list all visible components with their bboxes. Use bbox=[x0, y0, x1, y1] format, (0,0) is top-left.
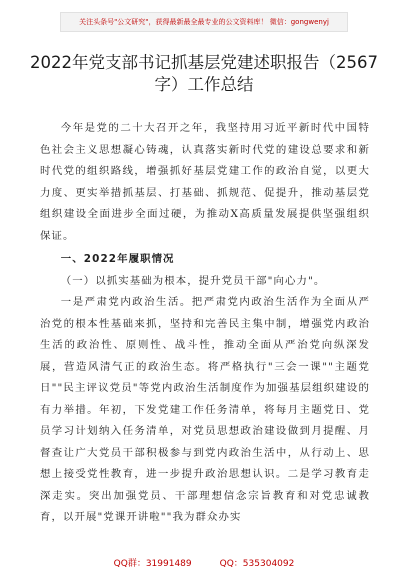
qq-contact-label: QQ：535304092 bbox=[219, 559, 295, 569]
qq-group-label: QQ群：31991489 bbox=[113, 559, 192, 569]
sub-heading: （一）以抓实基础为根本，提升党员干部"向心力"。 bbox=[60, 274, 326, 287]
promo-banner-text: 关注头条号"公文研究"，获得最新最全最专业的公文资料库！ 微信：gongwenyj bbox=[79, 18, 329, 26]
body-paragraph: 一是严肃党内政治生活。把严肃党内政治生活作为全面从严治党的根本性基础来抓，坚持和完善民主集中制，增强党内政治生活的政治性、原则性、战斗性，推动全面从严治党向纵深发展，营造风清气正的政治生态。将严格执行"三会一课""主题党日""民主评议党员"等党内政治生活制度作为加强基层组织建设的有力举措。年初，下发党建工作任务清单，将每月主题党日、党员学习计划纳入任务清单，对党员思想政治建设做到月提醒、月督查让广大党员干部积极参与到党内政治生活中，从行动上、思想上接受党性教育，进一步提升政治思想认识。二是学习教育走深走实。突出加强党员、干部理想信念宗旨教育和对党忠诚教育，以开展"党课开讲啦""我为群众办实 bbox=[40, 296, 370, 523]
section-heading: 一、2022年履职情况 bbox=[60, 253, 175, 265]
contact-footer bbox=[0, 556, 408, 569]
document-title: 2022年党支部书记抓基层党建述职报告（2567字）工作总结 bbox=[30, 53, 378, 94]
document-body bbox=[40, 118, 370, 529]
intro-paragraph: 今年是党的二十大召开之年，我坚持用习近平新时代中国特色社会主义思想凝心铸魂，认真落实新时代党的建设总要求和新时代党的组织路线，增强抓好基层党建工作的政治自觉，以更大力度、更实举措抓基层、打基础、抓规范、促提升，推动基层党组织建设全面进步全面过硬，为推动X高质量发展提供坚强组织保证。 bbox=[40, 122, 370, 242]
promo-banner bbox=[60, 12, 348, 32]
